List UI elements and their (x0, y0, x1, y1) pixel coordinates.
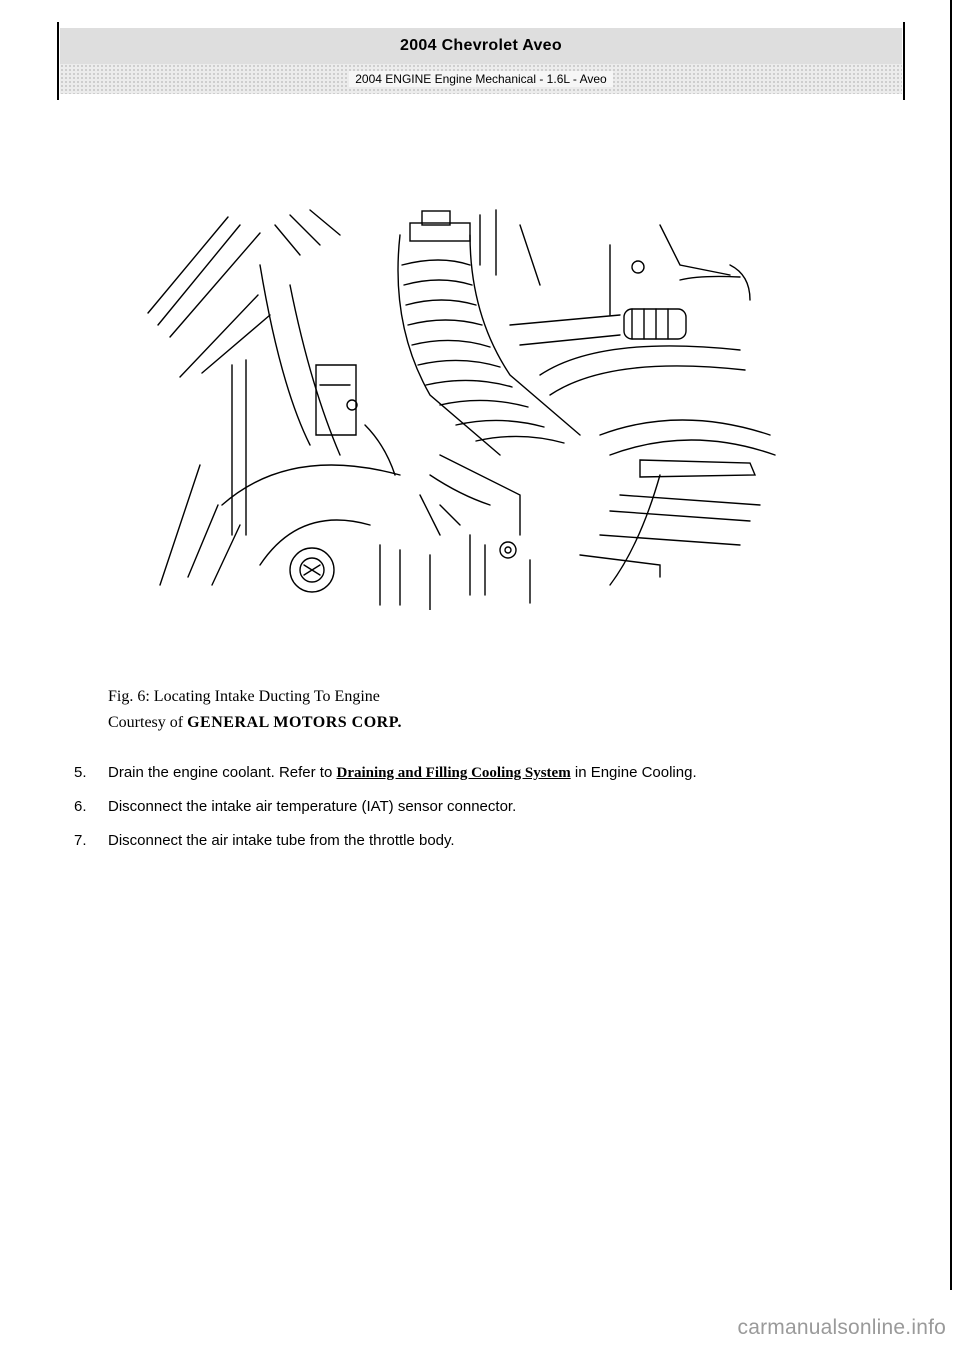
step-6 (74, 794, 884, 820)
cooling-system-link[interactable]: Draining and Filling Cooling System (336, 765, 571, 781)
step-text-post: in Engine Cooling. (570, 764, 697, 781)
caption-title: Fig. 6: Locating Intake Ducting To Engine (108, 688, 380, 705)
header-border-left (57, 22, 59, 100)
step-5 (74, 760, 884, 786)
caption-courtesy (108, 710, 402, 736)
document-subtitle (60, 64, 902, 94)
page-edge (950, 0, 952, 1290)
step-text (108, 760, 697, 786)
engine-intake-illustration (140, 205, 780, 610)
figure-caption (108, 684, 402, 736)
watermark: carmanualsonline.info (737, 1316, 946, 1339)
procedure-steps (74, 760, 884, 862)
step-number: 7. (74, 832, 87, 849)
step-7 (74, 828, 884, 854)
step-text: Disconnect the intake air temperature (IAT) sensor connector. (108, 798, 517, 815)
document-subtitle-text: 2004 ENGINE Engine Mechanical - 1.6L - Aveo (349, 71, 612, 87)
caption-courtesy-prefix: Courtesy of (108, 714, 188, 731)
step-number: 6. (74, 798, 87, 815)
header-border-right (903, 22, 905, 100)
document-title: 2004 Chevrolet Aveo (60, 28, 902, 64)
caption-company: GENERAL MOTORS CORP. (187, 714, 403, 731)
step-text: Disconnect the air intake tube from the throttle body. (108, 832, 455, 849)
step-number: 5. (74, 764, 87, 781)
step-text-pre: Drain the engine coolant. Refer to (108, 764, 337, 781)
